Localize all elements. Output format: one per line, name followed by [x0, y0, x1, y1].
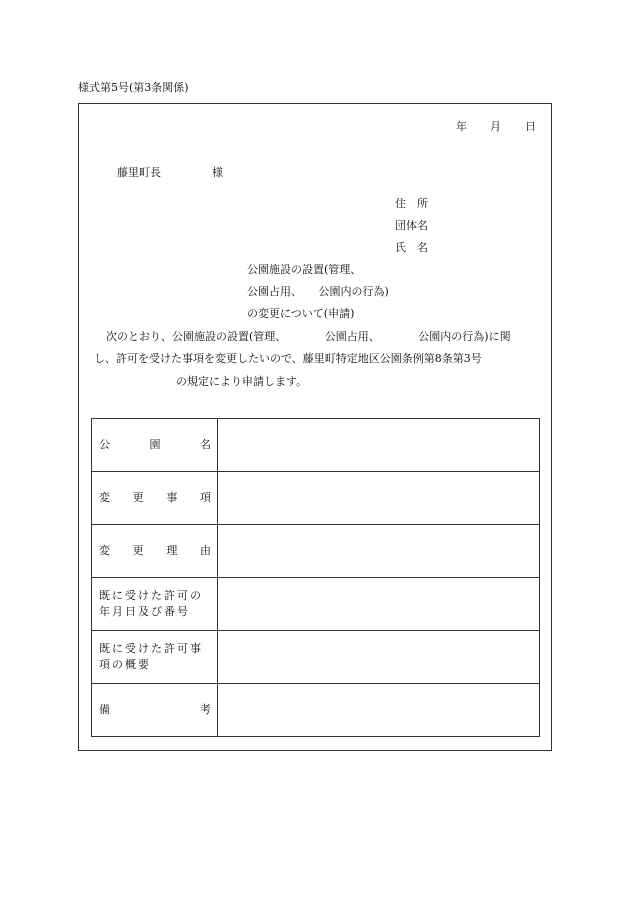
label-char: 備: [99, 703, 110, 717]
row-label: 既に受けた許可事項の概要: [92, 631, 218, 684]
label-char: 変: [99, 491, 110, 505]
label-char: 事: [166, 491, 178, 505]
row-label: [92, 419, 218, 472]
application-table: [91, 418, 540, 737]
label-char: 園: [149, 438, 161, 452]
row-value[interactable]: [218, 631, 540, 684]
addressee-title: 藤里町長: [117, 166, 161, 179]
date-day-label: 日: [525, 120, 536, 133]
label-char: 公: [99, 438, 110, 452]
form-number: 様式第5号(第3条関係): [78, 81, 189, 94]
date-year-label: 年: [456, 120, 467, 133]
body-line-3: の規定により申請します。: [176, 375, 308, 388]
subject-line-1: 公園施設の設置(管理、: [247, 263, 362, 276]
row-label: [92, 684, 218, 737]
table-row: [92, 684, 540, 737]
spread-label: [99, 543, 211, 559]
label-char: 更: [132, 491, 144, 505]
date-month-label: 月: [490, 120, 501, 133]
row-label: [92, 525, 218, 578]
subject-line-2: 公園占用、 公園内の行為): [247, 285, 389, 298]
body-line-1: 次のとおり、公園施設の設置(管理、 公園占用、 公園内の行為)に関: [106, 330, 511, 343]
table-row: [92, 578, 540, 631]
table-row: [92, 419, 540, 472]
row-value[interactable]: [218, 419, 540, 472]
spread-label: [99, 437, 211, 453]
label-char: 理: [166, 544, 178, 558]
label-char: 更: [132, 544, 144, 558]
table-row: [92, 631, 540, 684]
applicant-name-label: 氏 名: [395, 241, 428, 254]
label-char: 変: [99, 544, 110, 558]
spread-label: [99, 490, 211, 506]
applicant-group-label: 団体名: [395, 219, 428, 232]
label-char: 項: [199, 491, 211, 505]
row-label: [92, 472, 218, 525]
label-char: 名: [200, 438, 211, 452]
row-label: 既に受けた許可の年月日及び番号: [92, 578, 218, 631]
label-char: 考: [200, 703, 211, 717]
row-value[interactable]: [218, 525, 540, 578]
row-value[interactable]: [218, 578, 540, 631]
addressee-honorific: 様: [212, 166, 223, 179]
table-row: [92, 472, 540, 525]
subject-line-3: の変更について(申請): [247, 307, 355, 320]
row-value[interactable]: [218, 684, 540, 737]
table-row: [92, 525, 540, 578]
applicant-address-label: 住 所: [395, 197, 428, 210]
spread-label: [99, 702, 211, 718]
body-line-2: し、許可を受けた事項を変更したいので、藤里町特定地区公園条例第8条第3号: [94, 352, 482, 365]
label-char: 由: [199, 544, 211, 558]
row-value[interactable]: [218, 472, 540, 525]
